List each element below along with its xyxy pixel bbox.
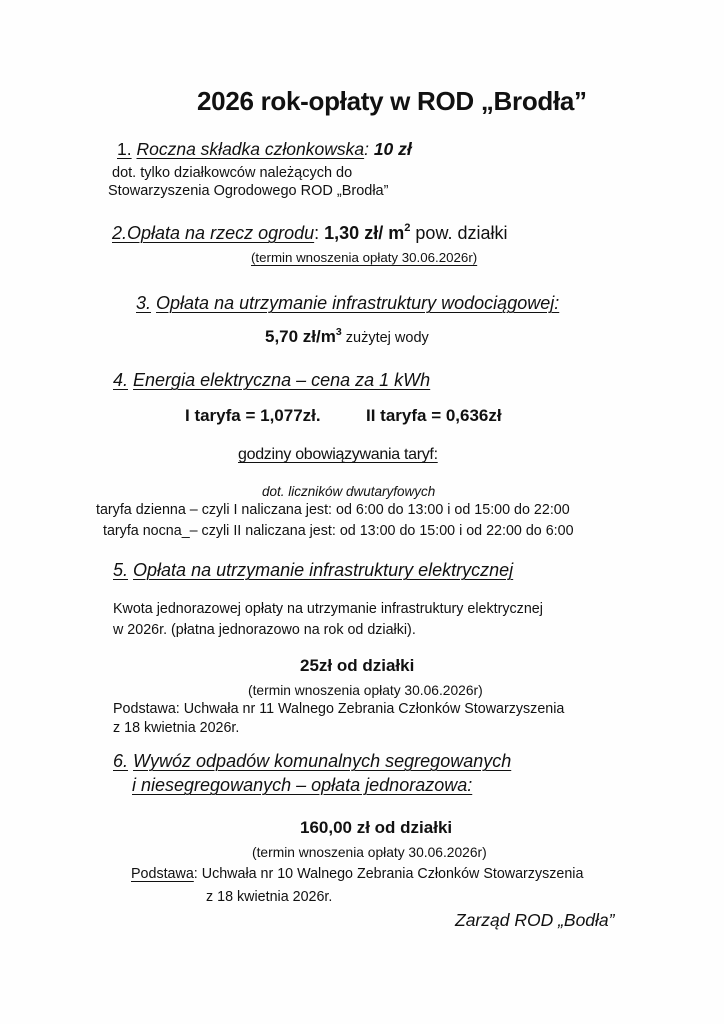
board-signature: Zarząd ROD „Bodła” bbox=[455, 910, 615, 930]
night-tariff-label: taryfa nocna bbox=[103, 523, 182, 539]
section-5-deadline: (termin wnoszenia opłaty 30.06.2026r) bbox=[248, 683, 483, 698]
night-tariff-hours bbox=[103, 523, 574, 539]
document-title: 2026 rok-opłaty w ROD „Brodła” bbox=[197, 86, 587, 116]
section-5-description-line-1: Kwota jednorazowej opłaty na utrzymanie infrastruktury elektrycznej bbox=[113, 601, 543, 617]
section-3-title: Opłata na utrzymanie infrastruktury wodociągowej: bbox=[156, 293, 560, 313]
section-6-heading-line-1 bbox=[113, 751, 511, 772]
section-3-value-sup: 3 bbox=[335, 326, 342, 338]
dual-tariff-meters-note: dot. liczników dwutaryfowych bbox=[262, 484, 436, 499]
section-3-rate bbox=[265, 327, 429, 347]
section-1-heading bbox=[117, 139, 412, 160]
section-6-basis-text: : Uchwała nr 10 Walnego Zebrania Członków Stowarzyszenia bbox=[193, 866, 584, 882]
section-5-amount: 25zł od działki bbox=[300, 656, 415, 675]
section-6-heading-line-2: i niesegregowanych – opłata jednorazowa: bbox=[132, 775, 473, 795]
section-6-legal-basis-date: z 18 kwietnia 2026r. bbox=[206, 889, 333, 905]
section-5-number: 5. bbox=[113, 560, 129, 580]
section-2-title: Opłata na rzecz ogrodu bbox=[127, 223, 315, 243]
section-1-value: 10 zł bbox=[373, 139, 412, 159]
section-5-legal-basis-date: z 18 kwietnia 2026r. bbox=[113, 720, 240, 736]
section-2-value-sup: 2 bbox=[404, 222, 411, 234]
section-5-heading bbox=[113, 560, 513, 581]
section-3-heading bbox=[136, 293, 559, 314]
tariff-hours-heading: godziny obowiązywania taryf: bbox=[238, 446, 438, 463]
section-2-number: 2. bbox=[112, 223, 128, 243]
section-4-heading bbox=[113, 370, 430, 391]
section-3-value-suffix: zużytej wody bbox=[341, 330, 429, 346]
section-3-value: 5,70 zł/m bbox=[265, 327, 336, 346]
section-5-description-line-2: w 2026r. (płatna jednorazowo na rok od działki). bbox=[113, 622, 416, 638]
section-2-heading bbox=[112, 223, 507, 244]
section-6-legal-basis bbox=[131, 866, 583, 882]
section-5-title: Opłata na utrzymanie infrastruktury elektrycznej bbox=[133, 560, 514, 580]
night-tariff-text: _– czyli II naliczana jest: od 13:00 do 15:00 i od 22:00 do 6:00 bbox=[181, 523, 574, 539]
section-2-sep: : bbox=[314, 223, 325, 243]
section-6-basis-label: Podstawa bbox=[131, 866, 194, 882]
section-1-title: Roczna składka członkowska bbox=[136, 139, 365, 159]
section-4-title: Energia elektryczna – cena za 1 kWh bbox=[133, 370, 431, 390]
section-3-number: 3. bbox=[136, 293, 152, 313]
section-1-note-line-2: Stowarzyszenia Ogrodowego ROD „Brodła” bbox=[108, 183, 389, 199]
section-6-deadline: (termin wnoszenia opłaty 30.06.2026r) bbox=[252, 845, 487, 860]
section-2-deadline: (termin wnoszenia opłaty 30.06.2026r) bbox=[251, 250, 478, 265]
section-6-title-1: Wywóz odpadów komunalnych segregowanych bbox=[133, 751, 512, 771]
section-2-value-suffix: pow. działki bbox=[410, 223, 508, 243]
section-4-number: 4. bbox=[113, 370, 129, 390]
section-5-legal-basis: Podstawa: Uchwała nr 11 Walnego Zebrania Członków Stowarzyszenia bbox=[113, 701, 565, 717]
section-1-note-line-1: dot. tylko działkowców należących do bbox=[112, 165, 353, 181]
section-1-sep: : bbox=[364, 139, 374, 159]
tariff-2-price: II taryfa = 0,636zł bbox=[366, 406, 502, 425]
tariff-1-price: I taryfa = 1,077zł. bbox=[185, 406, 321, 425]
day-tariff-hours: taryfa dzienna – czyli I naliczana jest: od 6:00 do 13:00 i od 15:00 do 22:00 bbox=[96, 502, 570, 518]
section-6-amount: 160,00 zł od działki bbox=[300, 818, 453, 837]
section-1-number: 1. bbox=[117, 139, 132, 159]
section-6-number: 6. bbox=[113, 751, 129, 771]
section-2-value: 1,30 zł/ m bbox=[324, 223, 405, 243]
